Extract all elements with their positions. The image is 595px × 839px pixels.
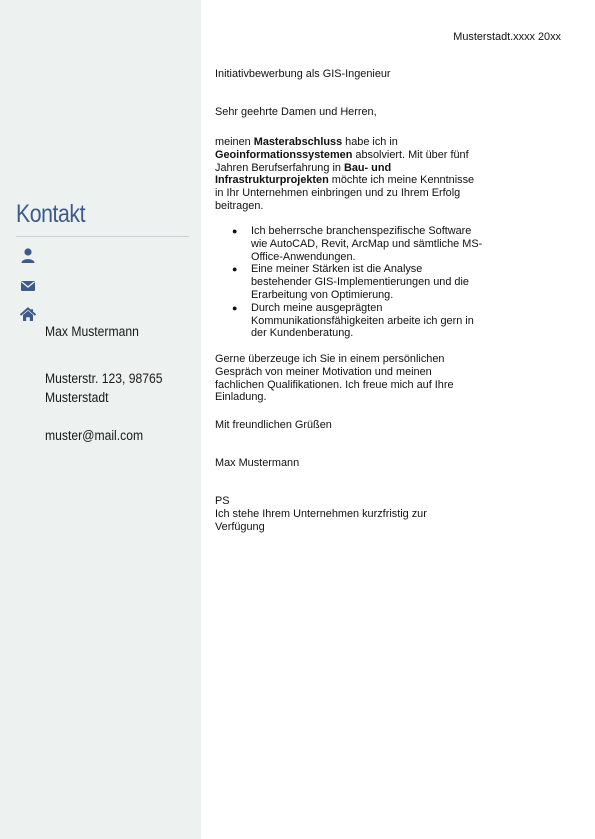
letter-subject: Initiativbewerbung als GIS-Ingenieur <box>215 68 391 80</box>
intro-bold-projects: Bau- und Infrastrukturprojekten <box>215 161 392 187</box>
person-icon <box>19 247 37 265</box>
letter-date: Musterstadt.xxxx 20xx <box>453 31 561 43</box>
intro-text-1: meinen <box>215 136 254 148</box>
letter-signature: Max Mustermann <box>215 457 300 469</box>
contact-address-line2: Musterstadt <box>45 390 109 405</box>
intro-text-4: möchte ich meine Kenntnisse in Ihr Unternehmen einbringen und zu Ihrem Erfolg beitragen. <box>215 174 475 212</box>
home-icon <box>19 306 37 324</box>
intro-bold-field: Geoinformationssystemen <box>215 148 353 161</box>
contact-heading: Kontakt <box>16 200 86 228</box>
contact-name: Max Mustermann <box>45 324 139 339</box>
intro-paragraph <box>215 136 483 213</box>
skills-list <box>215 225 483 340</box>
intro-text-3: absolviert. Mit über fünf Jahren Berufserfahrung in <box>215 148 469 174</box>
list-item: ● Eine meiner Stärken ist die Analyse bestehender GIS-Implementierungen und die Erarbeitung von Optimierung. <box>215 263 483 301</box>
ps-text: Ich stehe Ihrem Unternehmen kurzfristig zur Verfügung <box>215 508 427 533</box>
contact-divider <box>16 236 189 237</box>
envelope-icon <box>19 277 37 295</box>
contact-address-line1: Musterstr. 123, 98765 <box>45 371 163 386</box>
intro-bold-degree: Masterabschluss <box>253 136 343 148</box>
contact-email[interactable]: muster@mail.com <box>45 428 144 443</box>
closing-paragraph: Gerne überzeuge ich Sie in einem persönlichen Gespräch von meiner Motivation und meinen fachlichen Qualifikationen. Ich freue mich auf Ihre Einladung. <box>215 353 454 404</box>
contact-sidebar <box>0 0 201 839</box>
list-item: ● Durch meine ausgeprägten Kommunikationsfähigkeiten arbeite ich gern in der Kundenberatung. <box>215 302 483 340</box>
letter-regards: Mit freundlichen Grüßen <box>215 419 332 431</box>
intro-text-2: habe ich in <box>342 136 398 148</box>
letter-salutation: Sehr geehrte Damen und Herren, <box>215 106 377 118</box>
ps-label: PS <box>215 495 230 507</box>
list-item: ● Ich beherrsche branchenspezifische Software wie AutoCAD, Revit, ArcMap und sämtliche MS-Office-Anwendungen. <box>215 225 483 263</box>
